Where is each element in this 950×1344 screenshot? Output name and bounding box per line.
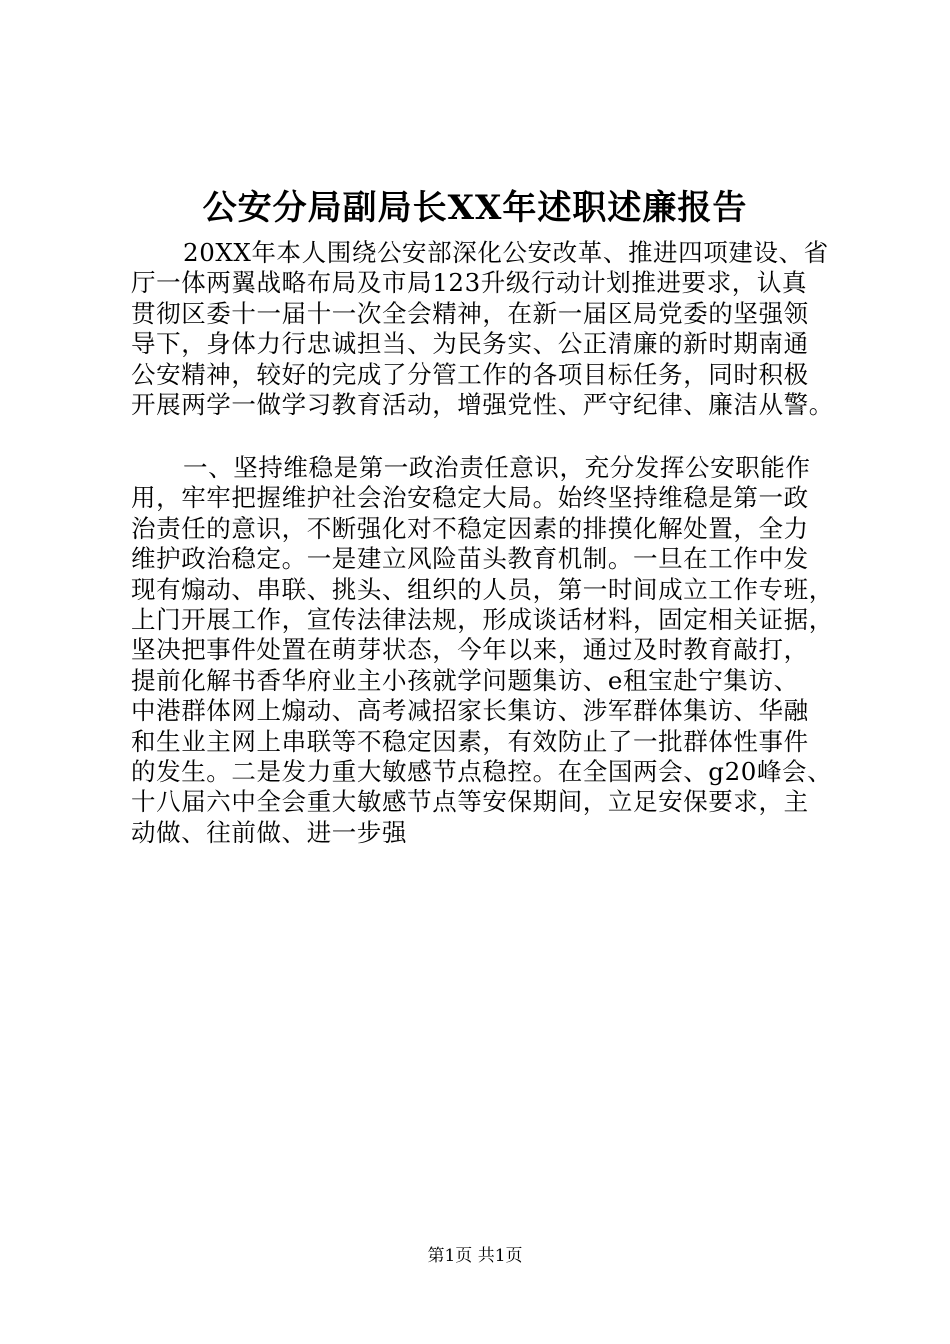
paragraph-line: 开展两学一做学习教育活动，增强党性、严守纪律、廉洁从警。 (131, 390, 834, 420)
paragraph-line: 十八届六中全会重大敏感节点等安保期间，立足安保要求，主 (131, 787, 809, 817)
paragraph-line: 20XX年本人围绕公安部深化公安改革、推进四项建设、省 (183, 238, 829, 267)
paragraph-line: 现有煽动、串联、挑头、组织的人员，第一时间成立工作专班， (131, 574, 834, 604)
paragraph-line: 上门开展工作，宣传法律法规，形成谈话材料，固定相关证据， (131, 605, 834, 635)
paragraph-intro (131, 238, 834, 420)
paragraph-line: 治责任的意识，不断强化对不稳定因素的排摸化解处置，全力 (131, 513, 809, 543)
paragraph-line: 提前化解书香华府业主小孩就学问题集访、e租宝赴宁集访、 (131, 665, 799, 695)
paragraph-line: 坚决把事件处置在萌芽状态，今年以来，通过及时教育敲打， (131, 635, 809, 665)
paragraph-line: 用，牢牢把握维护社会治安稳定大局。始终坚持维稳是第一政 (131, 483, 809, 513)
paragraph-section-one (131, 453, 834, 848)
paragraph-line: 公安精神，较好的完成了分管工作的各项目标任务，同时积极 (131, 359, 809, 389)
paragraph-line: 的发生。二是发力重大敏感节点稳控。在全国两会、g20峰会、 (131, 757, 833, 787)
paragraph-line: 一、坚持维稳是第一政治责任意识，充分发挥公安职能作 (183, 453, 811, 482)
paragraph-line: 贯彻区委十一届十一次全会精神，在新一届区局党委的坚强领 (131, 298, 809, 328)
paragraph-line: 和生业主网上串联等不稳定因素，有效防止了一批群体性事件 (131, 726, 809, 756)
document-title: 公安分局副局长XX年述职述廉报告 (202, 188, 748, 228)
page-footer: 第1页 共1页 (427, 1246, 523, 1266)
paragraph-line: 维护政治稳定。一是建立风险苗头教育机制。一旦在工作中发 (131, 544, 809, 574)
paragraph-line: 动做、往前做、进一步强 (131, 817, 408, 847)
paragraph-line: 导下，身体力行忠诚担当、为民务实、公正清廉的新时期南通 (131, 329, 809, 359)
paragraph-line: 中港群体网上煽动、高考减招家长集访、涉军群体集访、华融 (131, 696, 809, 726)
paragraph-line: 厅一体两翼战略布局及市局123升级行动计划推进要求，认真 (131, 268, 808, 298)
